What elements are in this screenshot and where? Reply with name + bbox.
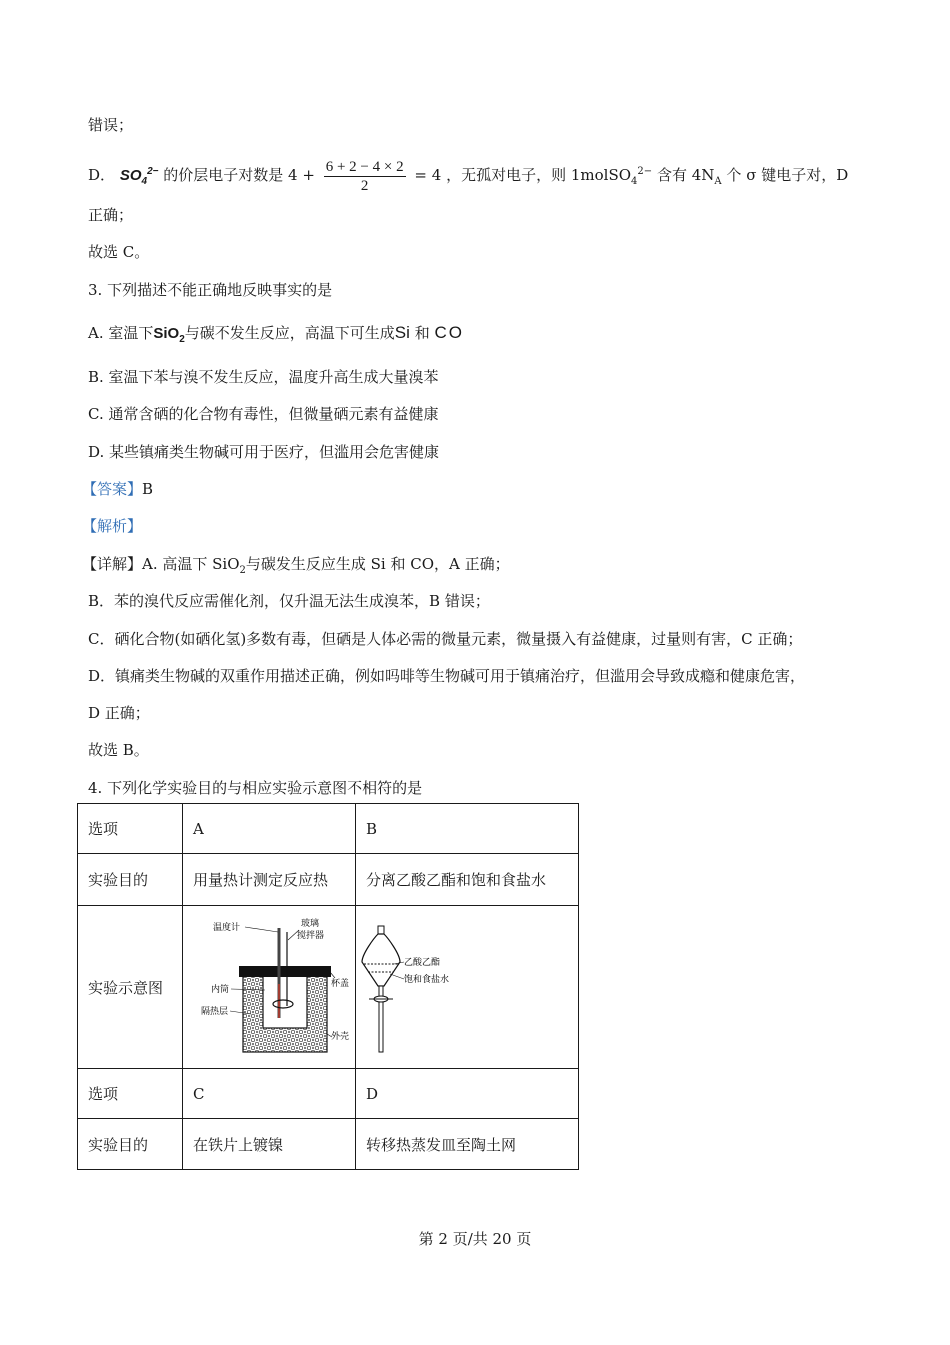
text-line: 正确； [88,206,134,224]
label-inner: 内筒 [211,985,230,995]
text-segment: 含有 [656,166,687,184]
experiment-table [77,803,579,1170]
table-cell: 实验目的 [78,854,183,906]
text-segment: 的价层电子对数是 [163,166,284,184]
analysis-label: 【解析】 [82,517,143,535]
detail-line: D 正确； [88,704,150,722]
label-brine: 饱和食盐水 [404,975,450,985]
answer-value: B [142,480,154,498]
q2-option-d-line [88,155,849,194]
question-stem: 3. 下列描述不能正确地反映事实的是 [88,281,333,299]
funnel-diagram-cell [356,906,579,1069]
answer-line [82,478,153,500]
calorimeter-diagram-cell [183,906,356,1069]
label-ester: 乙酸乙酯 [404,958,441,968]
table-cell: D [356,1069,579,1119]
question-stem: 4. 下列化学实验目的与相应实验示意图不相符的是 [88,779,423,797]
sigma-symbol: σ [746,166,757,184]
text-segment: ，无孤对电子，则 [446,166,567,184]
si-formula: Si [394,323,410,342]
table-cell: 选项 [78,1069,183,1119]
option-text: 与碳不发生反应，高温下可生成 [184,324,395,342]
table-cell: 在铁片上镀镍 [183,1119,356,1170]
avogadro-symbol: $4N_A$ [691,166,722,187]
detail-line: B．苯的溴代反应需催化剂，仅升温无法生成溴苯，B 错误； [88,592,490,610]
calc-result: = 4 [414,166,442,184]
table-cell: 转移热蒸发皿至陶土网 [356,1119,579,1170]
co-formula: CO [434,323,464,342]
calc-prefix: 4 + [288,166,315,184]
detail-line: D．镇痛类生物碱的双重作用描述正确，例如吗啡等生物碱可用于镇痛治疗，但滥用会导致成瘾和健康危害， [88,667,806,685]
option-label: D． [88,166,116,184]
text-line: 错误； [88,116,134,134]
detail-line: 【详解】A. 高温下 SiO$_2$与碳发生反应生成 Si 和 CO，A 正确； [82,555,510,576]
table-row [78,804,579,854]
q3-option-b: B. 室温下苯与溴不发生反应，温度升高生成大量溴苯 [88,368,439,386]
option-text: A. 室温下 [88,324,154,342]
table-row [78,1119,579,1170]
mol-formula: 1molSO$_4^{2-}$ [570,166,653,187]
valence-fraction [324,158,406,195]
table-row [78,854,579,906]
text-segment: 键电子对，D [761,166,849,184]
label-shell: 外壳 [331,1032,350,1042]
table-row [78,906,579,1069]
answer-label: 【答案】 [82,480,143,498]
table-cell: B [356,804,579,854]
text-segment: 个 [726,166,742,184]
table-cell: 实验目的 [78,1119,183,1170]
funnel-stopper [378,926,384,934]
fraction-denominator: 2 [360,177,369,194]
q3-option-c: C. 通常含硒的化合物有毒性，但微量硒元素有益健康 [88,405,439,423]
label-thermometer: 温度计 [213,923,241,933]
table-cell: 选项 [78,804,183,854]
sulfate-formula: $SO_4^{2-}$ [119,166,159,187]
table-cell: C [183,1069,356,1119]
q3-option-a [88,320,464,346]
table-cell: 用量热计测定反应热 [183,854,356,906]
table-row [78,1069,579,1119]
table-cell: 分离乙酸乙酯和饱和食盐水 [356,854,579,906]
label-insulation: 隔热层 [201,1007,229,1017]
separatory-funnel-diagram [356,906,578,1064]
option-text: 和 [414,324,430,342]
table-cell: A [183,804,356,854]
label-stirrer-1: 玻璃 [301,919,320,929]
table-cell: 实验示意图 [78,906,183,1069]
label-stirrer-2: 搅拌器 [297,931,325,941]
calorimeter-diagram [183,906,355,1064]
inner-cup [263,976,307,1028]
label-lid: 杯盖 [331,979,350,989]
funnel-body [362,934,400,986]
conclusion-line: 故选 C。 [88,243,150,261]
q3-option-d: D. 某些镇痛类生物碱可用于医疗，但滥用会危害健康 [88,443,440,461]
conclusion-line: 故选 B。 [88,741,149,759]
fraction-numerator: 6 + 2 − 4 × 2 [325,158,404,175]
lid [239,966,331,977]
sio2-formula: SiO$_2$ [153,325,185,345]
detail-line: C．硒化合物(如硒化氢)多数有毒，但硒是人体必需的微量元素，微量摄入有益健康，过量则有害，C 正确； [88,630,803,648]
page-footer: 第 2 页/共 20 页 [418,1230,532,1248]
